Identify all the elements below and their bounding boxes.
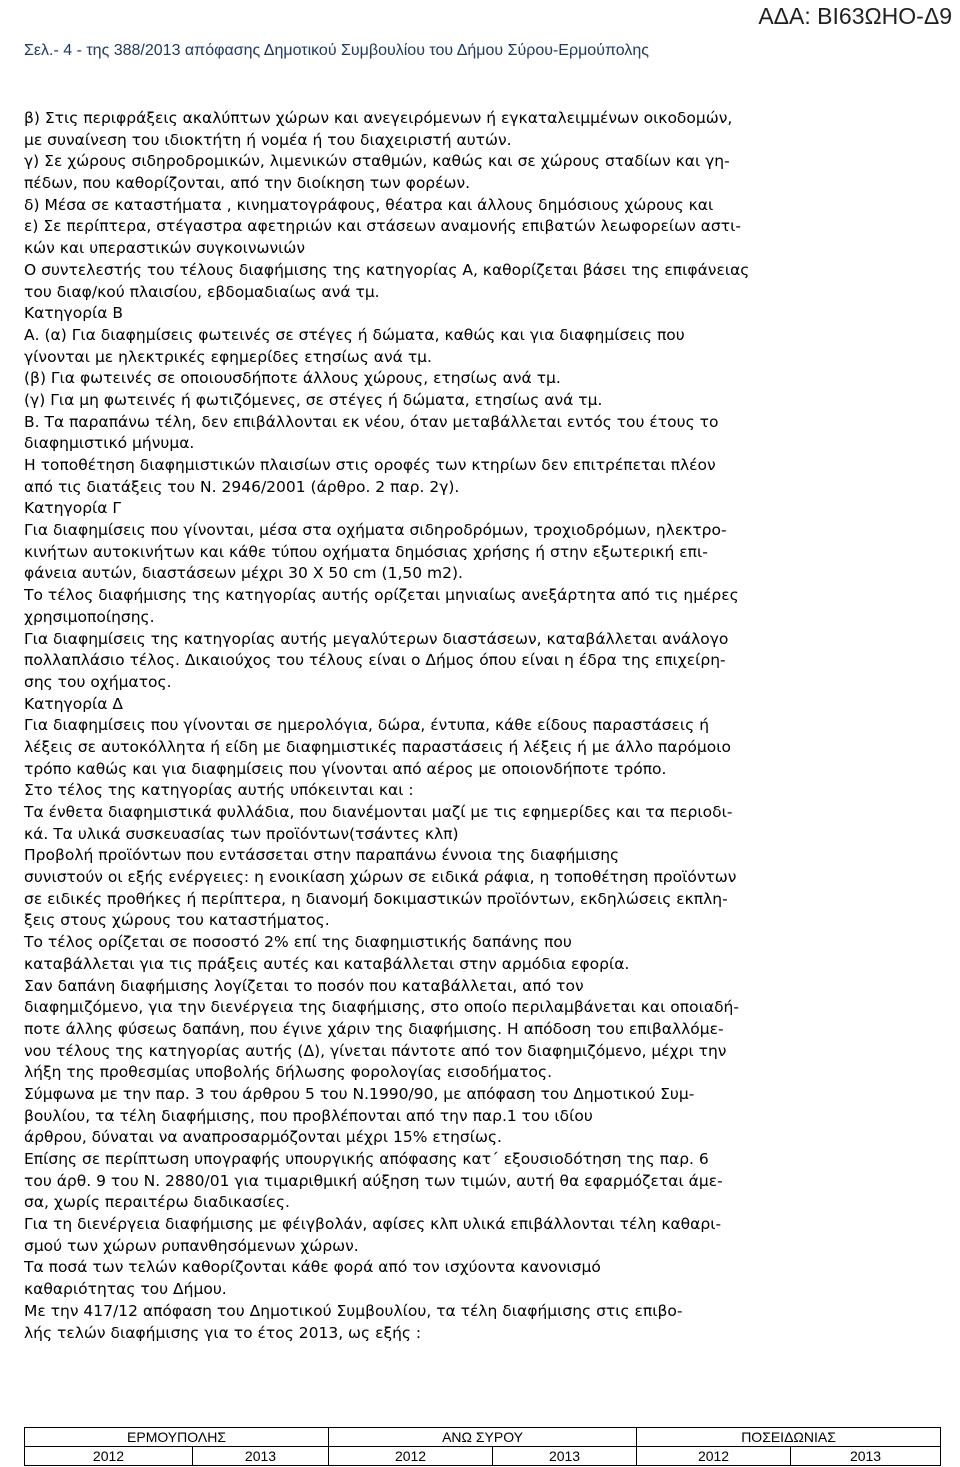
text-line: Επίσης σε περίπτωση υπογραφής υπουργικής απόφασης κατ΄ εξουσιοδότηση της παρ. 6: [24, 1150, 709, 1168]
text-line: συνιστούν οι εξής ενέργειες: η ενοικίαση χώρων σε ειδικά ράφια, η τοποθέτηση προϊόντων: [24, 868, 737, 887]
text-line: νου τέλους της κατηγορίας αυτής (Δ), γίνεται πάντοτε από τον διαφημιζόμενο, μέχρι την: [24, 1041, 727, 1060]
text-line: Για τη διενέργεια διαφήμισης με φέιγβολάν, αφίσες κλπ υλικά επιβάλλονται τέλη καθαρι-: [24, 1215, 722, 1234]
text-line: Σαν δαπάνη διαφήμισης λογίζεται το ποσόν που καταβάλλεται, από τον: [24, 976, 584, 995]
text-line: β) Στις περιφράξεις ακαλύπτων χώρων και ανεγειρόμενων ή εγκαταλειμμένων οικοδομών,: [24, 109, 733, 127]
text-line: δ) Μέσα σε καταστήματα , κινηματογράφους, θέατρα και άλλους δημόσιους χώρους και: [24, 195, 714, 214]
text-line: Για διαφημίσεις που γίνονται, μέσα στα οχήματα σιδηροδρόμων, τροχιοδρόμων, ηλεκτρο-: [24, 521, 727, 540]
text-line: του άρθ. 9 του Ν. 2880/01 για τιμαριθμική αύξηση των τιμών, αυτή θα εφαρμόζεται άμε-: [24, 1171, 723, 1190]
table-year-cell: 2013: [493, 1447, 637, 1466]
text-line: ε) Σε περίπτερα, στέγαστρα αφετηριών και στάσεων αναμονής επιβατών λεωφορείων αστι-: [24, 217, 741, 236]
text-line: Τα ποσά των τελών καθορίζονται κάθε φορά από τον ισχύοντα κανονισμό: [24, 1258, 601, 1277]
text-line: σε ειδικές προθήκες ή περίπτερα, η διανομή δοκιμαστικών προϊόντων, εκδηλώσεις εκπλη-: [24, 889, 728, 908]
text-line: Το τέλος ορίζεται σε ποσοστό 2% επί της διαφημιστικής δαπάνης που: [24, 933, 572, 952]
text-line: Στο τέλος της κατηγορίας αυτής υπόκεινται και :: [24, 781, 414, 800]
text-line: Για διαφημίσεις της κατηγορίας αυτής μεγαλύτερων διαστάσεων, καταβάλλεται ανάλογο: [24, 629, 729, 648]
text-line: πολλαπλάσιο τέλος. Δικαιούχος του τέλους είναι ο Δήμος όπου είναι η έδρα της επιχείρη-: [24, 651, 726, 670]
text-line: γίνονται με ηλεκτρικές εφημερίδες ετησίως ανά τμ.: [24, 347, 432, 366]
text-line: σης του οχήματος.: [24, 672, 172, 691]
text-line: χρησιμοποίησης.: [24, 607, 155, 626]
text-line: λής τελών διαφήμισης για το έτος 2013, ως εξής :: [24, 1323, 422, 1342]
ada-code: ΑΔΑ: ΒΙ63ΩΗΟ-Δ9: [758, 3, 952, 29]
text-line: Κατηγορία Β: [24, 304, 124, 323]
text-line: Κατηγορία Δ: [24, 694, 124, 713]
text-line: σα, χωρίς περαιτέρω διαδικασίες.: [24, 1193, 290, 1212]
text-line: Με την 417/12 απόφαση του Δημοτικού Συμβουλίου, τα τέλη διαφήμισης στις επιβο-: [24, 1301, 683, 1320]
text-line: (γ) Για μη φωτεινές ή φωτιζόμενες, σε στέγες ή δώματα, ετησίως ανά τμ.: [24, 390, 603, 409]
text-line: Κατηγορία Γ: [24, 499, 122, 518]
text-line: Η τοποθέτηση διαφημιστικών πλαισίων στις οροφές των κτηρίων δεν επιτρέπεται πλέον: [24, 456, 716, 474]
text-line: (β) Για φωτεινές σε οποιουσδήποτε άλλους χώρους, ετησίως ανά τμ.: [24, 369, 561, 388]
text-line: λήξη της προθεσμίας υποβολής δήλωσης φορολογίας εισοδήματος.: [24, 1063, 553, 1082]
table-year-cell: 2012: [329, 1447, 493, 1466]
text-line: κά. Τα υλικά συσκευασίας των προϊόντων(τσάντες κλπ): [24, 824, 459, 843]
text-line: Α. (α) Για διαφημίσεις φωτεινές σε στέγες ή δώματα, καθώς και για διαφημίσεις που: [24, 325, 685, 344]
fees-table: [24, 1427, 941, 1466]
table-year-cell: 2013: [193, 1447, 329, 1466]
table-year-row: [25, 1447, 941, 1466]
table-year-cell: 2013: [791, 1447, 941, 1466]
text-line: Για διαφημίσεις που γίνονται σε ημερολόγια, δώρα, έντυπα, κάθε είδους παραστάσεις ή: [24, 716, 710, 735]
text-line: σμού των χώρων ρυπανθησόμενων χώρων.: [24, 1236, 359, 1255]
table-header-region: ΑΝΩ ΣΥΡΟΥ: [329, 1428, 637, 1447]
text-line: διαφημιζόμενο, για την διενέργεια της διαφήμισης, στο οποίο περιλαμβάνεται και οποιαδή-: [24, 998, 739, 1017]
text-line: γ) Σε χώρους σιδηροδρομικών, λιμενικών σταθμών, καθώς και σε χώρους σταδίων και γη-: [24, 152, 730, 171]
text-line: Τα ένθετα διαφημιστικά φυλλάδια, που διανέμονται μαζί με τις εφημερίδες και τα περιοδι-: [24, 803, 733, 821]
text-line: Προβολή προϊόντων που εντάσσεται στην παραπάνω έννοια της διαφήμισης: [24, 846, 620, 865]
table-year-cell: 2012: [25, 1447, 193, 1466]
table-header-region: ΕΡΜΟΥΠΟΛΗΣ: [25, 1428, 329, 1447]
text-line: ποτε άλλης φύσεως δαπάνη, που έγινε χάριν της διαφήμισης. Η απόδοση του επιβαλλόμε-: [24, 1019, 724, 1038]
text-line: Το τέλος διαφήμισης της κατηγορίας αυτής ορίζεται μηνιαίως ανεξάρτητα από τις ημέρες: [24, 586, 739, 605]
text-line: από τις διατάξεις του Ν. 2946/2001 (άρθρο. 2 παρ. 2γ).: [24, 477, 460, 496]
text-line: κινήτων αυτοκινήτων και κάθε τύπου οχήματα δημόσιας χρήσης ή στην εξωτερική επι-: [24, 542, 708, 561]
text-line: φάνεια αυτών, διαστάσεων μέχρι 30 Χ 50 cm (1,50 m2).: [24, 564, 463, 583]
text-line: πέδων, που καθορίζονται, από την διοίκηση των φορέων.: [24, 174, 471, 193]
text-line: άρθρου, δύναται να αναπροσαρμόζονται μέχρι 15% ετησίως.: [24, 1128, 502, 1147]
text-line: Ο συντελεστής του τέλους διαφήμισης της κατηγορίας Α, καθορίζεται βάσει της επιφάνειας: [24, 260, 750, 279]
text-line: διαφημιστικό μήνυμα.: [24, 434, 195, 453]
table-header-row: [25, 1428, 941, 1447]
text-line: με συναίνεση του ιδιοκτήτη ή νομέα ή του διαχειριστή αυτών.: [24, 130, 512, 149]
text-line: καταβάλλεται για τις πράξεις αυτές και καταβάλλεται στην αρμόδια εφορία.: [24, 954, 630, 973]
document-body: [24, 108, 940, 1344]
text-line: Σύμφωνα με την παρ. 3 του άρθρου 5 του Ν.1990/90, με απόφαση του Δημοτικού Συμ-: [24, 1084, 695, 1103]
text-line: του διαφ/κού πλαισίου, εβδομαδιαίως ανά τμ.: [24, 282, 380, 301]
page-reference-header: Σελ.- 4 - της 388/2013 απόφασης Δημοτικού Συμβουλίου του Δήμου Σύρου-Ερμούπολης: [24, 42, 649, 59]
text-line: κών και υπεραστικών συγκοινωνιών: [24, 239, 306, 258]
text-line: ξεις στους χώρους του καταστήματος.: [24, 911, 330, 930]
table-header-region: ΠΟΣΕΙΔΩΝΙΑΣ: [637, 1428, 941, 1447]
text-line: τρόπο καθώς και για διαφημίσεις που γίνονται από αέρος με οποιονδήποτε τρόπο.: [24, 759, 667, 778]
text-line: λέξεις σε αυτοκόλλητα ή είδη με διαφημιστικές παραστάσεις ή λέξεις ή με άλλο παρόμοιο: [24, 737, 731, 756]
table-year-cell: 2012: [637, 1447, 791, 1466]
text-line: καθαριότητας του Δήμου.: [24, 1280, 227, 1299]
text-line: βουλίου, τα τέλη διαφήμισης, που προβλέπονται από την παρ.1 του ιδίου: [24, 1106, 593, 1125]
text-line: Β. Τα παραπάνω τέλη, δεν επιβάλλονται εκ νέου, όταν μεταβάλλεται εντός του έτους το: [24, 412, 719, 431]
